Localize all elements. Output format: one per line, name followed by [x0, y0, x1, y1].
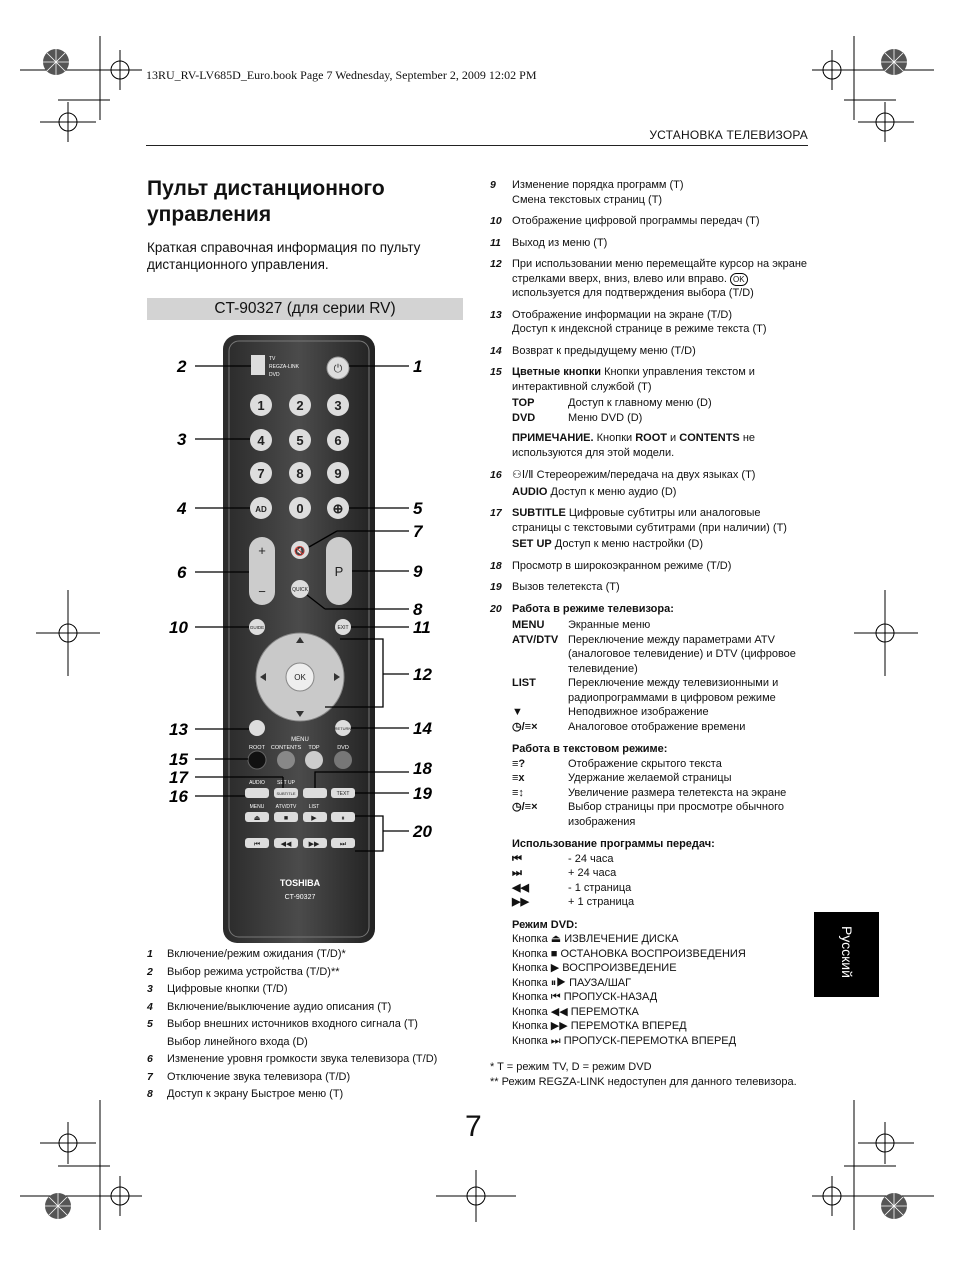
top-caption: TOP: [308, 745, 320, 751]
svg-text:◀◀: ◀◀: [280, 841, 292, 848]
input-label: ⊕: [332, 501, 344, 516]
svg-text:⏮: ⏮: [253, 841, 261, 848]
sub-row: ≡↕ Увеличение размера телетекста на экране: [512, 786, 787, 799]
dvd-row: Кнопка ⏸▶ ПАУЗА/ШАГ: [512, 976, 632, 989]
digit-2-label: 2: [296, 398, 304, 413]
root-caption: ROOT: [249, 745, 265, 751]
digit-3-label: 3: [334, 398, 342, 413]
book-line: 13RU_RV-LV685D_Euro.book Page 7 Wednesday, September 2, 2009 12:02 PM: [146, 68, 537, 82]
language-tab: [814, 912, 879, 997]
contents-caption: CONTENTS: [270, 745, 302, 751]
svg-text:■: ■: [283, 815, 289, 822]
dvd-row: Кнопка ▶ ВОСПРОИЗВЕДЕНИЕ: [512, 962, 677, 974]
intro-text: Краткая справочная информация по пульту дистанционного управления.: [147, 240, 421, 272]
sub-row: ≡x Удержание желаемой страницы: [512, 772, 732, 784]
page-number: 7: [465, 1110, 482, 1143]
sub-row: ◀◀ - 1 страница: [512, 881, 632, 894]
size-icon: ≡↕: [512, 786, 524, 799]
language-tab-label: Русский: [839, 926, 855, 978]
list-item: 3 Цифровые кнопки (T/D): [147, 983, 288, 995]
section-title: УСТАНОВКА ТЕЛЕВИЗОРА: [649, 128, 808, 142]
info-button: [249, 720, 265, 736]
sub-row: ◷/≡× Аналоговое отображение времени: [512, 720, 746, 733]
list-item: 5 Выбор внешних источников входного сигнала (T) Выбор линейного входа (D): [147, 1018, 418, 1048]
page-title: Пульт дистанционного управления: [147, 177, 385, 226]
callout-18: 18: [413, 759, 432, 778]
svg-text:+: +: [258, 543, 266, 558]
sub-row: MENU Экранные меню: [512, 619, 651, 631]
dvd-row: Кнопка ⏏ ИЗВЛЕЧЕНИЕ ДИСКА: [512, 933, 679, 945]
footnote-2: ** Режим REGZA-LINK недоступен для данного телевизора.: [490, 1076, 797, 1088]
blue-button: [334, 751, 352, 769]
audio-caption: AUDIO: [249, 780, 265, 786]
right-legend-list: [490, 178, 810, 1048]
brand-logo: TOSHIBA: [279, 878, 321, 888]
switch-label-dvd: DVD: [269, 372, 280, 378]
sub-row: DVD Меню DVD (D): [512, 411, 643, 424]
model-bar: CT-90327 (для серии RV): [147, 298, 463, 320]
sub-row: ⏮ - 24 часа: [512, 852, 614, 865]
list-item: 13 Отображение информации на экране (T/D) Доступ к индексной странице в режиме текста (T): [490, 308, 767, 335]
list-item: 1 Включение/режим ожидания (T/D)*: [147, 948, 346, 960]
list-item: 9 Изменение порядка программ (T) Смена текстовых страниц (T): [490, 179, 684, 206]
freeze-icon: ▼: [512, 706, 523, 718]
menu-caption: MENU: [291, 737, 309, 743]
digit-1-label: 1: [257, 398, 265, 413]
left-legend-list: [147, 946, 467, 1104]
hold-icon: ≡x: [512, 772, 525, 784]
mode-switch: [251, 355, 265, 375]
callout-13: 13: [169, 720, 188, 739]
digit-6-label: 6: [334, 433, 342, 448]
callout-14: 14: [413, 719, 432, 738]
svg-text:⏸: ⏸: [341, 815, 345, 822]
digit-4-label: 4: [257, 433, 265, 448]
subtitle-label: SUBTITLE: [276, 791, 296, 796]
list-item: 17 SUBTITLE Цифровые субтитры или аналоговые страницы с текстовыми субтитрами (при наличии) (T): [490, 507, 787, 534]
callout-19: 19: [413, 784, 432, 803]
digit-5-label: 5: [296, 433, 304, 448]
text-mode-title: Работа в текстовом режиме:: [512, 743, 668, 755]
callout-12: 12: [413, 665, 432, 684]
callout-5: 5: [413, 499, 423, 518]
remote-model: CT-90327: [284, 894, 316, 901]
callout-11: 11: [413, 618, 431, 637]
list-item: 8 Доступ к экрану Быстрое меню (T): [147, 1088, 344, 1100]
footnote-1: * T = режим TV, D = режим DVD: [490, 1061, 652, 1073]
list-item: 4 Включение/выключение аудио описания (T): [147, 1000, 392, 1013]
dvd-row: Кнопка ▶▶ ПЕРЕМОТКА ВПЕРЕД: [512, 1020, 687, 1032]
list-item: 12 При использовании меню перемещайте курсор на экране стрелками вверх, вниз, влево или вправо. OK используется для подтверждения выбора (T/D): [490, 258, 808, 299]
sub-row: ATV/DTV Переключение между параметрами ATV (аналоговое телевидение) и DTV (цифровое телевидение): [512, 633, 796, 675]
timed-page-icon: ◷/≡×: [512, 801, 538, 813]
quick-label: QUICK: [292, 587, 308, 593]
list-item: 7 Отключение звука телевизора (T/D): [147, 1070, 351, 1083]
header-rule: [146, 145, 808, 146]
sub-row: SET UP Доступ к меню настройки (D): [512, 538, 703, 550]
return-label: RETURN: [334, 726, 352, 731]
remote-illustration: [165, 333, 447, 945]
dvd-mode-title: Режим DVD:: [512, 918, 578, 931]
callout-10: 10: [169, 618, 188, 637]
setup-caption: SET UP: [277, 780, 295, 786]
callout-4: 4: [177, 499, 187, 518]
callout-15: 15: [169, 750, 188, 769]
exit-label: EXIT: [337, 625, 349, 631]
sub-row: ≡? Отображение скрытого текста: [512, 757, 722, 770]
list-item: 6 Изменение уровня громкости звука телевизора (T/D): [147, 1053, 438, 1065]
red-button: [248, 751, 266, 769]
clock-icon: ◷/≡×: [512, 720, 538, 733]
list-item: 18 Просмотр в широкоэкранном режиме (T/D): [490, 559, 732, 572]
callout-2: 2: [177, 357, 187, 376]
digit-0-label: 0: [296, 501, 304, 516]
sub-row: TOP Доступ к главному меню (D): [512, 397, 712, 409]
list-item: 2 Выбор режима устройства (T/D)**: [147, 965, 340, 978]
callout-17: 17: [169, 768, 188, 787]
list-item: 15 Цветные кнопки Кнопки управления текстом и интерактивной службой (T): [490, 366, 755, 393]
list-caption: LIST: [308, 804, 320, 810]
switch-label-tv: TV: [269, 356, 276, 362]
text-label: TEXT: [336, 791, 350, 797]
ok-symbol: OK: [730, 273, 748, 286]
svg-text:🔇: 🔇: [294, 546, 306, 556]
list-item: 11 Выход из меню (T): [490, 236, 608, 249]
svg-text:−: −: [258, 584, 266, 599]
sub-row: AUDIO Доступ к меню аудио (D): [512, 485, 677, 498]
sub-row: ▼ Неподвижное изображение: [512, 706, 709, 718]
callout-6: 6: [177, 563, 187, 582]
footnotes: [490, 1060, 797, 1090]
stereo-icon: ⚇Ⅰ/Ⅱ: [512, 469, 537, 481]
yellow-button: [305, 751, 323, 769]
list-item: 10 Отображение цифровой программы передач (T): [490, 215, 760, 227]
ad-label: AD: [255, 505, 267, 514]
dvd-row: Кнопка ◀◀ ПЕРЕМОТКА: [512, 1005, 639, 1018]
green-button: [277, 751, 295, 769]
callout-20: 20: [413, 822, 432, 841]
list-item: 14 Возврат к предыдущему меню (T/D): [490, 344, 696, 357]
program-label: P: [334, 564, 344, 579]
digit-8-label: 8: [296, 466, 304, 481]
audio-button: [245, 788, 269, 798]
guide-label: GUIDE: [249, 625, 265, 630]
svg-text:⏏: ⏏: [253, 815, 261, 822]
sub-row: LIST Переключение между телевизионными и радиопрограммами в цифровом режиме: [512, 677, 779, 704]
digit-7-label: 7: [257, 466, 265, 481]
reveal-icon: ≡?: [512, 757, 526, 770]
list-item: 16 ⚇Ⅰ/Ⅱ Стереорежим/передача на двух языках (T): [490, 469, 756, 481]
atvdtv-caption: ATV/DTV: [275, 804, 297, 810]
sub-row: ◷/≡× Выбор страницы при просмотре обычного изображения: [512, 801, 784, 828]
widescreen-button: [303, 788, 327, 798]
callout-7: 7: [413, 522, 423, 541]
svg-text:▶▶: ▶▶: [308, 841, 320, 848]
callout-1: 1: [413, 357, 423, 376]
sub-row: ⏭ + 24 часа: [512, 867, 617, 879]
dvd-row: Кнопка ■ ОСТАНОВКА ВОСПРОИЗВЕДЕНИЯ: [512, 947, 746, 960]
list-item: 20 Работа в режиме телевизора:: [490, 602, 674, 615]
guide-use-title: Использование программы передач:: [512, 838, 715, 850]
note: ПРИМЕЧАНИЕ. Кнопки ROOT и CONTENTS не используются для этой модели.: [512, 432, 756, 459]
dvd-caption: DVD: [337, 745, 349, 751]
callout-3: 3: [177, 430, 187, 449]
callout-8: 8: [413, 600, 423, 619]
svg-text:⏻: ⏻: [333, 363, 343, 375]
callout-16: 16: [169, 787, 188, 806]
list-item: 19 Вызов телетекста (T): [490, 581, 620, 593]
digit-9-label: 9: [334, 466, 342, 481]
sub-row: ▶▶ + 1 страница: [512, 896, 635, 908]
menu-caption-2: MENU: [249, 804, 265, 810]
ok-label: OK: [294, 673, 306, 682]
svg-text:⏭: ⏭: [339, 841, 347, 848]
svg-text:▶: ▶: [311, 815, 317, 822]
switch-label-regza: REGZA-LINK: [269, 364, 300, 370]
dvd-row: Кнопка ⏭ ПРОПУСК-ПЕРЕМОТКА ВПЕРЕД: [512, 1034, 737, 1047]
callout-9: 9: [413, 562, 423, 581]
dvd-row: Кнопка ⏮ ПРОПУСК-НАЗАД: [512, 991, 658, 1003]
